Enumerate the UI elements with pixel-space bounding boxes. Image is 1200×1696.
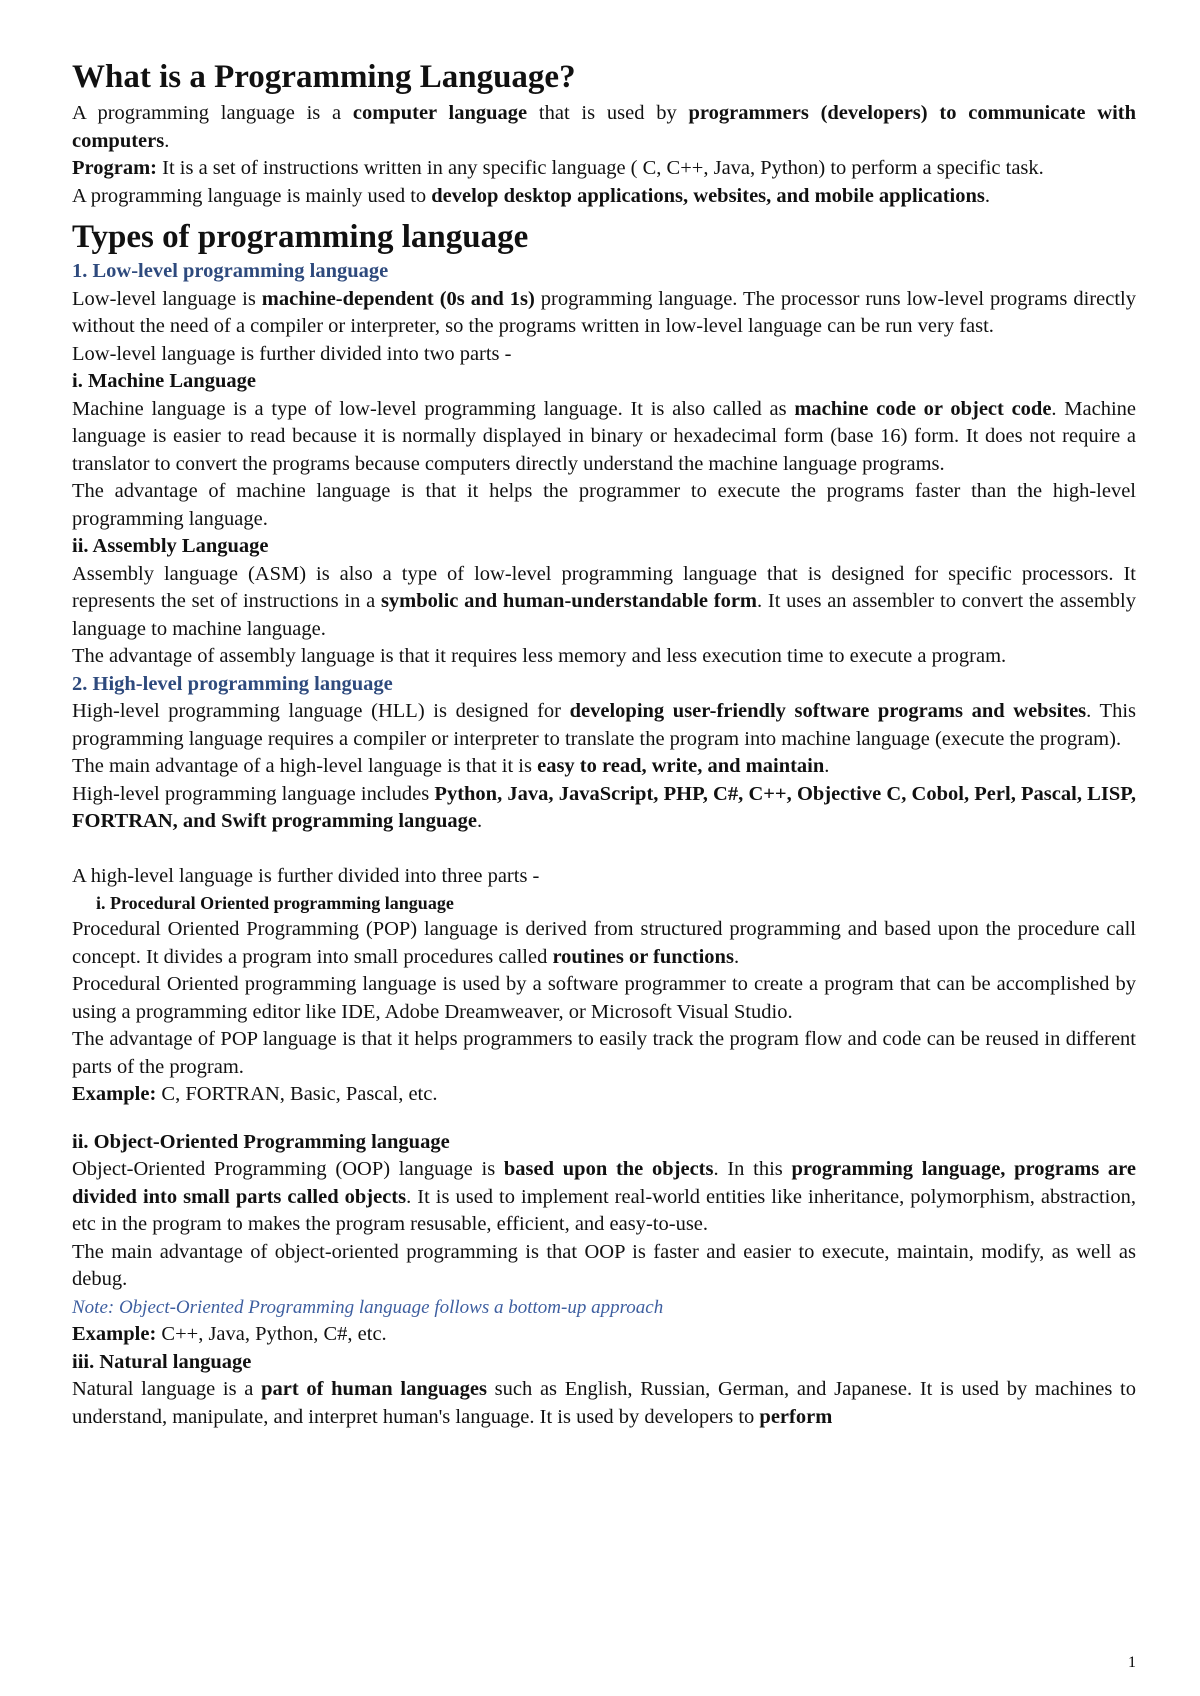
spacer bbox=[72, 1109, 1136, 1129]
intro-paragraph-3: A programming language is mainly used to develop desktop applications, websites, and mobile applications. bbox=[72, 184, 990, 207]
high-level-paragraph-3: High-level programming language includes Python, Java, JavaScript, PHP, C#, C++, Objective C, Cobol, Perl, Pascal, LISP, FORTRAN, and Swift programming language. bbox=[72, 782, 1136, 832]
high-level-paragraph-2: The main advantage of a high-level language is that it is easy to read, write, and maintain. bbox=[72, 755, 830, 777]
machine-language-heading: i. Machine Language bbox=[72, 370, 256, 392]
oop-example: Example: C++, Java, Python, C#, etc. bbox=[72, 1323, 387, 1345]
assembly-language-paragraph-2: The advantage of assembly language is that it requires less memory and less execution time to execute a program. bbox=[72, 645, 1007, 667]
document-page bbox=[72, 56, 1136, 1431]
intro-paragraph-2: Program: It is a set of instructions written in any specific language ( C, C++, Java, Python) to perform a specific task. bbox=[72, 157, 1044, 179]
high-level-heading: 2. High-level programming language bbox=[72, 672, 393, 695]
oop-paragraph-2: The main advantage of object-oriented programming is that OOP is faster and easier to execute, maintain, modify, as well as debug. bbox=[72, 1240, 1136, 1290]
low-level-heading: 1. Low-level programming language bbox=[72, 260, 389, 282]
natural-language-paragraph-1: Natural language is a part of human languages such as English, Russian, German, and Japanese. It is used by machines to understand, manipulate, and interpret human's language. It is used by developers to perform bbox=[72, 1378, 1137, 1428]
pop-example: Example: C, FORTRAN, Basic, Pascal, etc. bbox=[72, 1083, 438, 1105]
pop-paragraph-2: Procedural Oriented programming language is used by a software programmer to create a program that can be accomplished by using a programming editor like IDE, Adobe Dreamweaver, or Microsoft Visual Studio. bbox=[72, 973, 1136, 1023]
assembly-language-paragraph-1: Assembly language (ASM) is also a type of low-level programming language that is designed for specific processors. It represents the set of instructions in a symbolic and human-understandable form. It uses an assembler to convert the assembly language to machine language. bbox=[72, 562, 1137, 640]
intro-paragraph-1: A programming language is a computer language that is used by programmers (developers) to communicate with computers. bbox=[72, 102, 1136, 152]
assembly-language-heading: ii. Assembly Language bbox=[72, 535, 269, 557]
spacer bbox=[72, 836, 1136, 863]
page-number: 1 bbox=[1128, 1654, 1136, 1671]
oop-paragraph-1: Object-Oriented Programming (OOP) language is based upon the objects. In this programming language, programs are divided into small parts called objects. It is used to implement real-world entities like inheritance, polymorphism, abstraction, etc in the program to makes the program resusable, efficient, and easy-to-use. bbox=[72, 1158, 1136, 1235]
high-level-paragraph-1: High-level programming language (HLL) is designed for developing user-friendly software programs and websites. This programming language requires a compiler or interpreter to translate the program into machine language (execute the program). bbox=[72, 700, 1137, 750]
pop-heading: i. Procedural Oriented programming language bbox=[96, 893, 454, 913]
machine-language-paragraph-2: The advantage of machine language is that it helps the programmer to execute the programs faster than the high-level programming language. bbox=[72, 480, 1136, 530]
types-heading: Types of programming language bbox=[72, 219, 529, 255]
oop-heading: ii. Object-Oriented Programming language bbox=[72, 1130, 450, 1153]
oop-note: Note: Object-Oriented Programming language follows a bottom-up approach bbox=[72, 1296, 664, 1318]
page-title: What is a Programming Language? bbox=[72, 59, 576, 95]
low-level-paragraph-2: Low-level language is further divided into two parts - bbox=[72, 342, 512, 365]
pop-paragraph-1: Procedural Oriented Programming (POP) language is derived from structured programming and based upon the procedure call concept. It divides a program into small procedures called routines or functions. bbox=[72, 918, 1136, 968]
machine-language-paragraph-1: Machine language is a type of low-level programming language. It is also called as machine code or object code. Machine language is easier to read because it is normally displayed in binary or hexadecimal form (base 16) form. It does not require a translator to convert the programs because computers directly understand the machine language programs. bbox=[72, 397, 1136, 475]
low-level-paragraph-1: Low-level language is machine-dependent (0s and 1s) programming language. The processor runs low-level programs directly without the need of a compiler or interpreter, so the programs written in low-level language can be run very fast. bbox=[72, 287, 1136, 337]
high-level-paragraph-4: A high-level language is further divided into three parts - bbox=[72, 864, 540, 887]
natural-language-heading: iii. Natural language bbox=[72, 1350, 252, 1373]
pop-paragraph-3: The advantage of POP language is that it helps programmers to easily track the program flow and code can be reused in different parts of the program. bbox=[72, 1028, 1136, 1078]
